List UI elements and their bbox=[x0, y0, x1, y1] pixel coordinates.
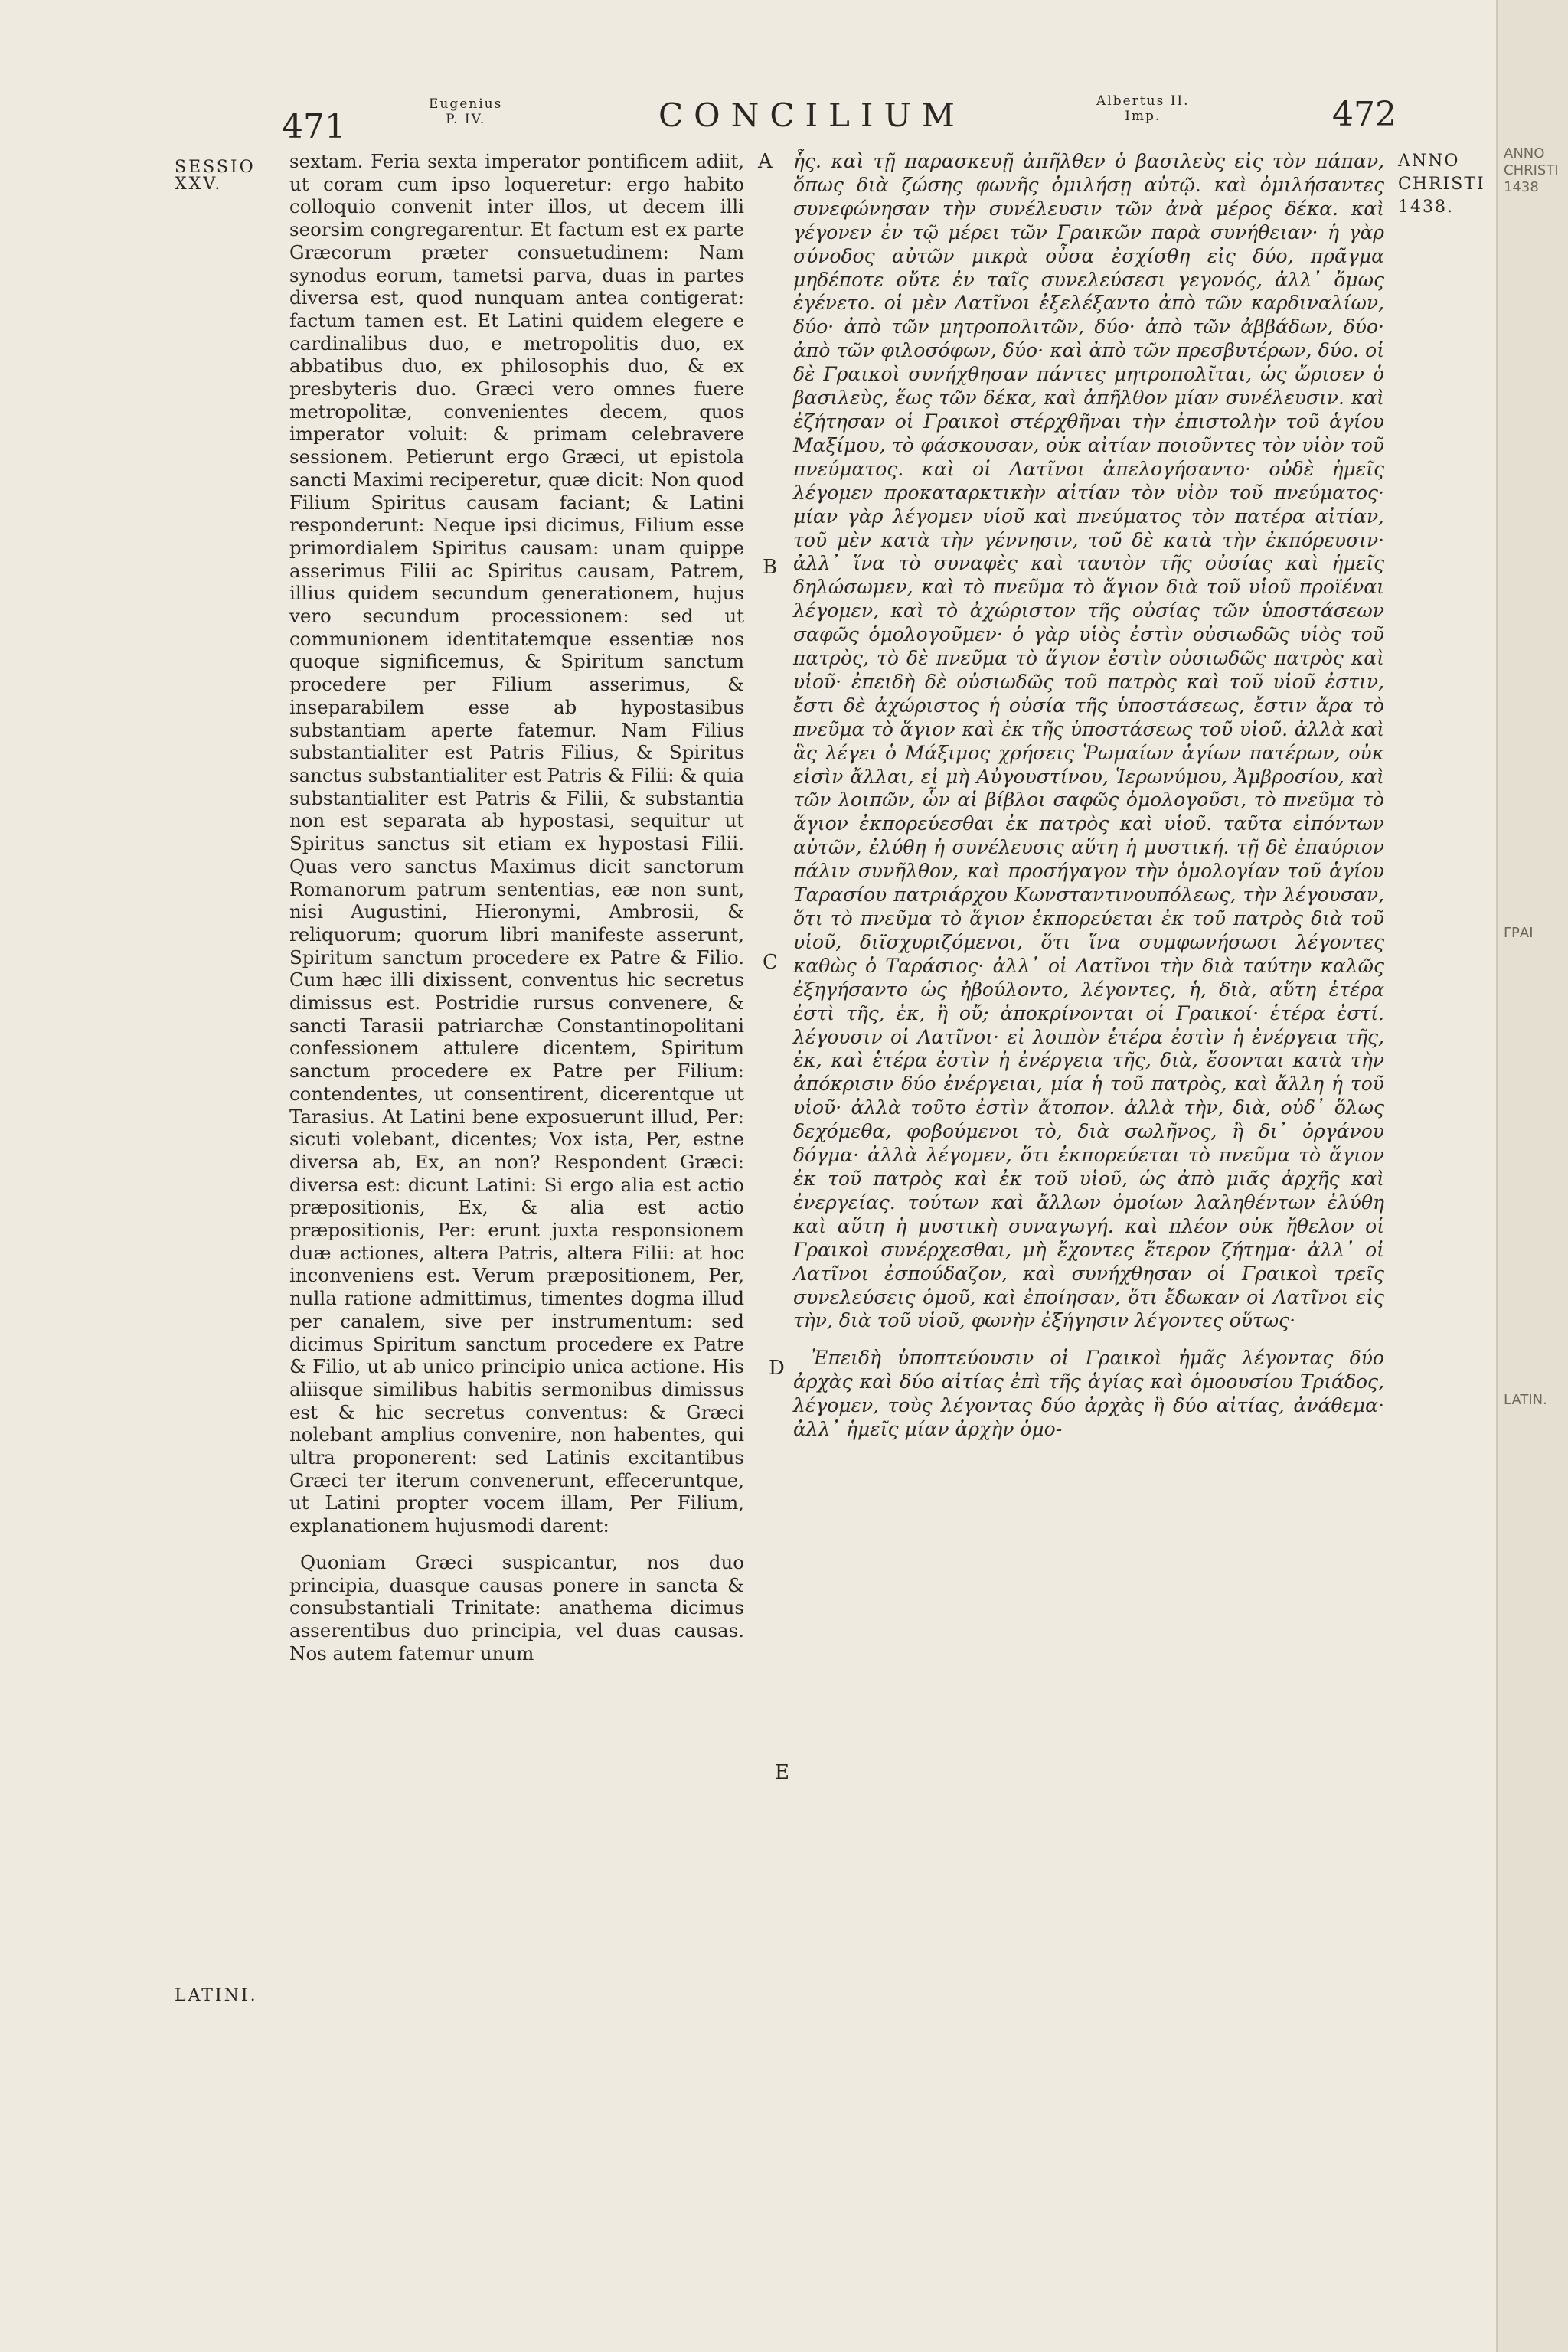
gutter-text-4: ΓΡΑΙ bbox=[1504, 925, 1534, 941]
running-head-right-line1: Albertus II. bbox=[1096, 93, 1190, 109]
adjacent-page-edge bbox=[1496, 0, 1568, 2352]
latin-paragraph-2: Quoniam Græci suspicantur, nos duo principia, duasque causas ponere in sancta & consubstantiali Trinitate: anathema dicimus asserentibus duo principia, vel duas causas. Nos autem fatemur unum bbox=[289, 1550, 744, 1664]
running-head-left-line2: P. IV. bbox=[446, 112, 486, 127]
page-title: CONCILIUM bbox=[658, 96, 965, 134]
running-head-left bbox=[429, 96, 502, 127]
page-number-left: 471 bbox=[282, 107, 346, 146]
gutter-text-3: 1438 bbox=[1504, 179, 1539, 195]
section-letter-a: A bbox=[758, 150, 773, 173]
section-letter-b: B bbox=[763, 556, 778, 579]
gutter-text-5: LATIN. bbox=[1504, 1392, 1547, 1408]
running-head-right-line2: Imp. bbox=[1125, 109, 1161, 124]
margin-note-anno: ANNO CHRISTI 1438. bbox=[1398, 152, 1485, 217]
gutter-text-2: CHRISTI bbox=[1504, 162, 1559, 178]
greek-paragraph-2: Ἐπειδὴ ὑποπτεύουσιν οἱ Γραικοὶ ἡμᾶς λέγοντας δύο ἀρχὰς καὶ δύο αἰτίας ἐπὶ τῆς ἁγίας καὶ ὁμοουσίου Τριάδος, λέγομεν, τοὺς λέγοντας δύο ἀρχὰς ἢ δύο αἰτίας, ἀνάθεμα· ἀλλ᾽ ἡμεῖς μίαν ἀρχὴν ὁμο- bbox=[793, 1347, 1384, 1441]
running-head-right bbox=[1096, 93, 1190, 124]
section-letter-d: D bbox=[769, 1357, 785, 1380]
gutter-text-1: ANNO bbox=[1504, 145, 1545, 162]
margin-note-latini: LATINI. bbox=[175, 1986, 258, 2005]
section-letter-e: E bbox=[775, 1761, 789, 1784]
page-number-right: 472 bbox=[1332, 95, 1396, 134]
page-header bbox=[0, 90, 1498, 159]
greek-paragraph-1: ἧς. καὶ τῇ παρασκευῇ ἀπῆλθεν ὁ βασιλεὺς εἰς τὸν πάπαν, ὅπως διὰ ζώσης φωνῆς ὁμιλήσῃ αὐτῷ. καὶ ὁμιλήσαντες συνεφώνησαν τὴν συνέλευσιν τῶν ἀνὰ μέρος δέκα. καὶ γέγονεν ἐν τῷ μέρει τῶν Γραικῶν παρὰ συνήθειαν· ἡ γὰρ σύνοδος αὐτῶν μικρὰ οὖσα ἐσχίσθη εἰς δύο, πρᾶγμα μηδέποτε οὔτε ἐν ταῖς συνελεύσεσι γεγονός, ἀλλ᾽ ὅμως ἐγένετο. οἱ μὲν Λατῖνοι ἐξελέξαντο ἀπὸ τῶν καρδιναλίων, δύο· ἀπὸ τῶν μητροπολιτῶν, δύο· ἀπὸ τῶν ἀββάδων, δύο· ἀπὸ τῶν φιλοσόφων, δύο· καὶ ἀπὸ τῶν πρεσβυτέρων, δύο. οἱ δὲ Γραικοὶ συνήχθησαν πάντες μητροπολῖται, ὡς ὤρισεν ὁ βασιλεὺς, ἕως τῶν δέκα, καὶ ἀπῆλθον μίαν συνέλευσιν. καὶ ἐζήτησαν οἱ Γραικοὶ στέρχθῆναι τὴν ἐπιστολὴν τοῦ ἁγίου Μαξίμου, τὸ φάσκουσαν, οὐκ αἰτίαν ποιοῦντες τὸν υἱὸν τοῦ πνεύματος. καὶ οἱ Λατῖνοι ἀπελογήσαντο· οὐδὲ ἡμεῖς λέγομεν προκαταρκτικὴν αἰτίαν τὸν υἱὸν τοῦ πνεύματος· μίαν γὰρ λέγομεν υἱοῦ καὶ πνεύματος τὸν πατέρα αἰτίαν, τοῦ μὲν κατὰ τὴν γέννησιν, τοῦ δὲ κατὰ τὴν ἐκπόρευσιν· ἀλλ᾽ ἵνα τὸ συναφὲς καὶ ταυτὸν τῆς οὐσίας καὶ ἡμεῖς δηλώσωμεν, καὶ τὸ πνεῦμα τὸ ἅγιον διὰ τοῦ υἱοῦ προϊέναι λέγομεν, καὶ τὸ ἀχώριστον τῆς οὐσίας τῶν ὑποστάσεων σαφῶς ὁμολογοῦμεν· ὁ γὰρ υἱὸς ἐστὶν οὐσιωδῶς υἱὸς τοῦ πατρὸς, τὸ δὲ πνεῦμα τὸ ἅγιον ἐστὶν οὐσιωδῶς πατρὸς καὶ υἱοῦ· ἐπειδὴ δὲ οὐσιωδῶς τοῦ πατρὸς καὶ τοῦ υἱοῦ ἐστιν, ἔστι δὲ ἀχώριστος ἡ οὐσία τῆς ὑποστάσεως, ἔστιν ἄρα τὸ πνεῦμα τὸ ἅγιον καὶ ἐκ τῆς ὑποστάσεως τοῦ υἱοῦ. ἀλλὰ καὶ ἃς λέγει ὁ Μάξιμος χρήσεις Ῥωμαίων ἁγίων πατέρων, οὐκ εἰσὶν ἄλλαι, εἰ μὴ Αὐγουστίνου, Ἱερωνύμου, Ἀμβροσίου, καὶ τῶν λοιπῶν, ὧν αἱ βίβλοι σαφῶς ὁμολογοῦσι, τὸ πνεῦμα τὸ ἅγιον ἐκπορεύεσθαι ἐκ πατρὸς καὶ υἱοῦ. ταῦτα εἰπόντων αὐτῶν, ἐλύθη ἡ συνέλευσις αὕτη ἡ μυστική. τῇ δὲ ἐπαύριον πάλιν συνῆλθον, καὶ προσήγαγον τὴν ὁμολογίαν τοῦ ἁγίου Ταρασίου πατριάρχου Κωνσταντινουπόλεως, τὴν λέγουσαν, ὅτι τὸ πνεῦμα τὸ ἅγιον ἐκπορεύεται ἐκ τοῦ πατρὸς διὰ τοῦ υἱοῦ, διϊσχυριζόμενοι, ὅτι ἵνα συμφωνήσωσι λέγοντες καθὼς ὁ Ταράσιος· ἀλλ᾽ οἱ Λατῖνοι τὴν διὰ ταύτην καλῶς ἐξηγήσαντο ὡς ἠβούλοντο, λέγοντες, ἡ, διὰ, αὕτη ἑτέρα ἐστὶ τῆς, ἐκ, ἢ οὔ; ἀποκρίνονται οἱ Γραικοί· ἑτέρα ἐστί. λέγουσιν οἱ Λατῖνοι· εἰ λοιπὸν ἑτέρα ἐστὶν ἡ ἐνέργεια τῆς, ἐκ, καὶ ἑτέρα ἐστὶν ἡ ἐνέργεια τῆς, διὰ, ἔσονται κατὰ τὴν ἀπόκρισιν δύο ἐνέργειαι, μία ἡ τοῦ πατρὸς, καὶ ἄλλη ἡ τοῦ υἱοῦ· ἀλλὰ τοῦτο ἐστὶν ἄτοπον. ἀλλὰ τὴν, διὰ, οὐδ᾽ ὅλως δεχόμεθα, φοβούμενοι τὸ, διὰ σωλῆνος, ἢ δι᾽ ὀργάνου δόγμα· ἀλλὰ λέγομεν, ὅτι ἐκπορεύεται τὸ πνεῦμα τὸ ἅγιον ἐκ τοῦ πατρὸς καὶ ἐκ τοῦ υἱοῦ, ὡς ἀπὸ μιᾶς ἀρχῆς καὶ ἐνεργείας. τούτων καὶ ἄλλων ὁμοίων λαληθέντων ἐλύθη καὶ αὕτη ἡ μυστικὴ συναγωγή. καὶ πλέον οὐκ ἤθελον οἱ Γραικοὶ συνέρχεσθαι, μὴ ἔχοντες ἕτερον ζήτημα· ἀλλ᾽ οἱ Λατῖνοι ἐσπούδαζον, καὶ συνήχθησαν οἱ Γραικοὶ τρεῖς συνελεύσεις ὁμοῦ, καὶ ἐποίησαν, ὅτι ἔδωκαν οἱ Λατῖνοι εἰς τὴν, διὰ τοῦ υἱοῦ, φωνὴν ἐξήγησιν λέγοντες οὕτως· bbox=[793, 150, 1384, 1332]
margin-note-session: SESSIO XXV. bbox=[175, 158, 256, 194]
running-head-left-line1: Eugenius bbox=[429, 96, 503, 112]
latin-column bbox=[289, 150, 744, 1664]
latin-paragraph-1: sextam. Feria sexta imperator pontificem adiit, ut coram cum ipso loqueretur: ergo habito colloquio convenit inter illos, ut decem illi seorsim congregarentur. Et factum est ex parte Græcorum præter consuetudinem: Nam synodus eorum, tametsi parva, duas in partes diversa est, quod nunquam antea contigerat: factum tamen est. Et Latini quidem elegere e cardinalibus duo, e metropolitis duo, ex abbatibus duo, ex philosophis duo, & ex presbyteris duo. Græci vero omnes fuere metropolitæ, convenientes decem, quos imperator voluit: & primam celebravere sessionem. Petierunt ergo Græci, ut epistola sancti Maximi reciperetur, quæ dicit: Non quod Filium Spiritus causam faciant; & Latini responderunt: Neque ipsi dicimus, Filium esse primordialem Spiritus causam: unam quippe asserimus Filii ac Spiritus causam, Patrem, illius quidem secundum generationem, hujus vero secundum processionem: sed ut communionem identitatemque essentiæ nos quoque significemus, & Spiritum sanctum procedere per Filium asserimus, & inseparabilem esse ab hypostasibus substantiam aperte fatemur. Nam Filius substantialiter est Patris Filius, & Spiritus sanctus substantialiter est Patris & Filii: & quia substantialiter est Patris & Filii, & substantia non est separata ab hypostasi, sequitur ut Spiritus sanctus sit etiam ex hypostasi Filii. Quas vero sanctus Maximus dicit sanctorum Romanorum patrum sententias, eæ non sunt, nisi Augustini, Hieronymi, Ambrosii, & reliquorum; quorum libri manifeste asserunt, Spiritum sanctum procedere ex Patre & Filio. Cum hæc illi dixissent, conventus hic secretus dimissus est. Postridie rursus convenere, & sancti Tarasii patriarchæ Constantinopolitani confessionem attulere dicentem, Spiritum sanctum procedere ex Patre per Filium: contendentes, ut consentirent, dicerentque ut Tarasius. At Latini bene exposuerunt illud, Per: sicuti volebant, dicentes; Vox ista, Per, estne diversa ab, Ex, an non? Respondent Græci: diversa est: dicunt Latini: Si ergo alia est actio præpositionis, Ex, & alia est actio præpositionis, Per: erunt juxta responsionem duæ actiones, altera Patris, altera Filii: at hoc inconveniens est. Verum præpositionem, Per, nulla ratione admittimus, timentes dogma illud per canalem, sive per instrumentum: sed dicimus Spiritum sanctum procedere ex Patre & Filio, ut ab unico principio unica actione. His aliisque similibus habitis sermonibus dimissus est & hic secretus conventus: & Græci nolebant amplius convenire, non habentes, qui ultra proponerent: sed Latinis excitantibus Græci ter iterum convenerunt, effeceruntque, ut Latini propter vocem illam, Per Filium, explanationem hujusmodi darent: bbox=[289, 150, 744, 1537]
section-letter-c: C bbox=[763, 951, 778, 974]
greek-column bbox=[793, 150, 1384, 1442]
